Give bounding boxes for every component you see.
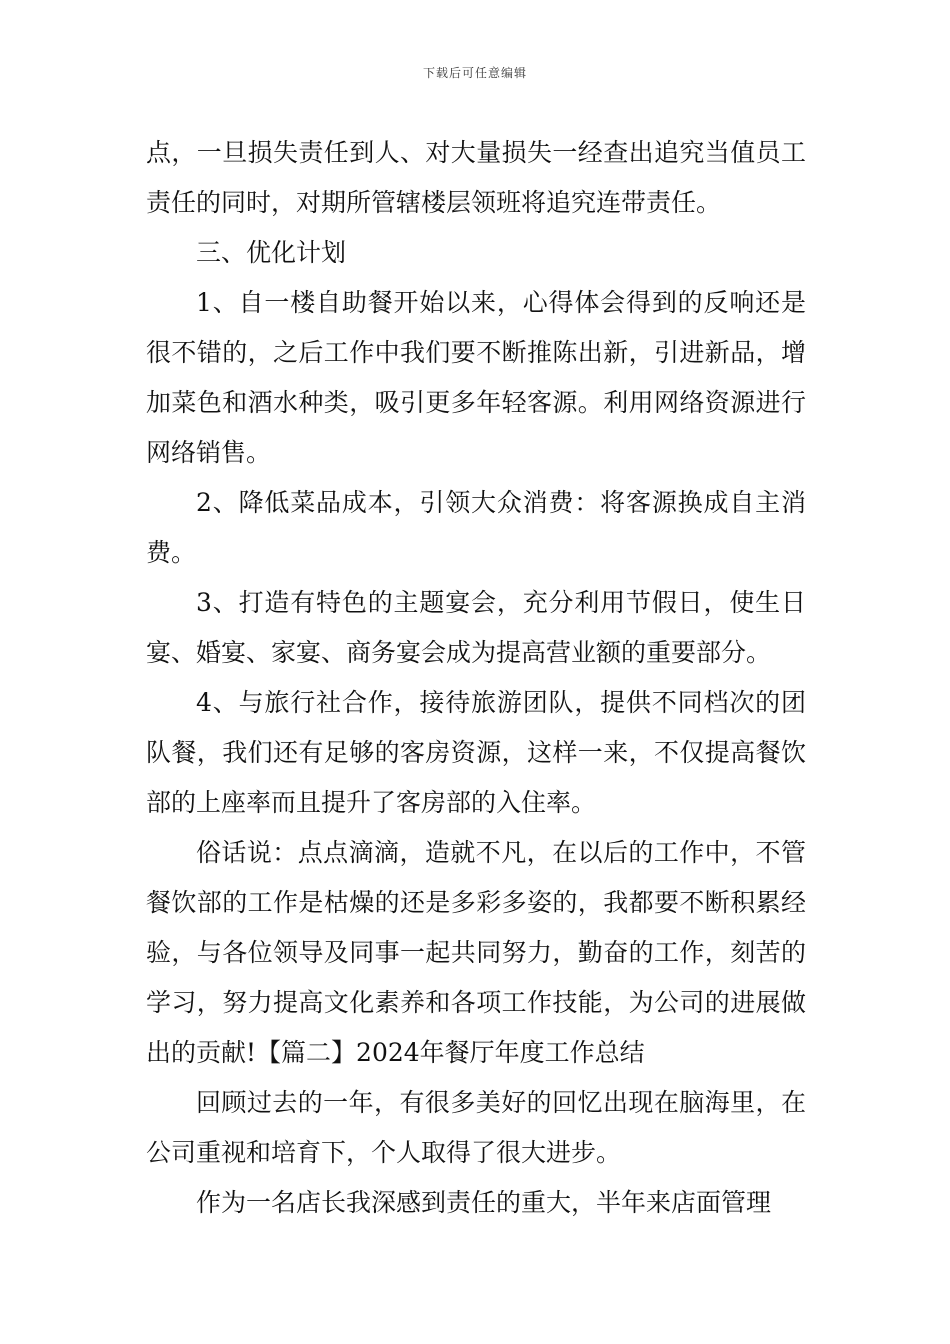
paragraph-store-manager: 作为一名店长我深感到责任的重大，半年来店面管理 [196, 1188, 772, 1217]
paragraph-plan-1: 1、自一楼自助餐开始以来，心得体会得到的反响还是很不错的，之后工作中我们要不断推陈出新，引进新品，增加菜色和酒水种类，吸引更多年轻客源。利用网络资源进行网络销售。 [146, 288, 806, 467]
paragraph-plan-2: 2、降低菜品成本，引领大众消费：将客源换成自主消费。 [146, 488, 806, 567]
paragraph-plan-4: 4、与旅行社合作，接待旅游团队，提供不同档次的团队餐，我们还有足够的客房资源，这样一来，不仅提高餐饮部的上座率而且提升了客房部的入住率。 [146, 688, 806, 817]
page-header: 下载后可任意编辑 [422, 66, 527, 80]
section-heading-optimization-plan: 三、优化计划 [196, 238, 347, 267]
paragraph-plan-3: 3、打造有特色的主题宴会，充分利用节假日，使生日宴、婚宴、家宴、商务宴会成为提高营业额的重要部分。 [146, 588, 806, 667]
document-body [146, 128, 806, 1228]
paragraph-1: 点，一旦损失责任到人、对大量损失一经查出追究当值员工责任的同时，对期所管辖楼层领班将追究连带责任。 [146, 138, 806, 217]
paragraph-review: 回顾过去的一年，有很多美好的回忆出现在脑海里，在公司重视和培育下，个人取得了很大进步。 [146, 1088, 806, 1167]
paragraph-conclusion: 俗话说：点点滴滴，造就不凡，在以后的工作中，不管餐饮部的工作是枯燥的还是多彩多姿的，我都要不断积累经验，与各位领导及同事一起共同努力，勤奋的工作，刻苦的学习，努力提高文化素养和各项工作技能，为公司的进展做出的贡献!【篇二】2024年餐厅年度工作总结 [146, 838, 806, 1067]
